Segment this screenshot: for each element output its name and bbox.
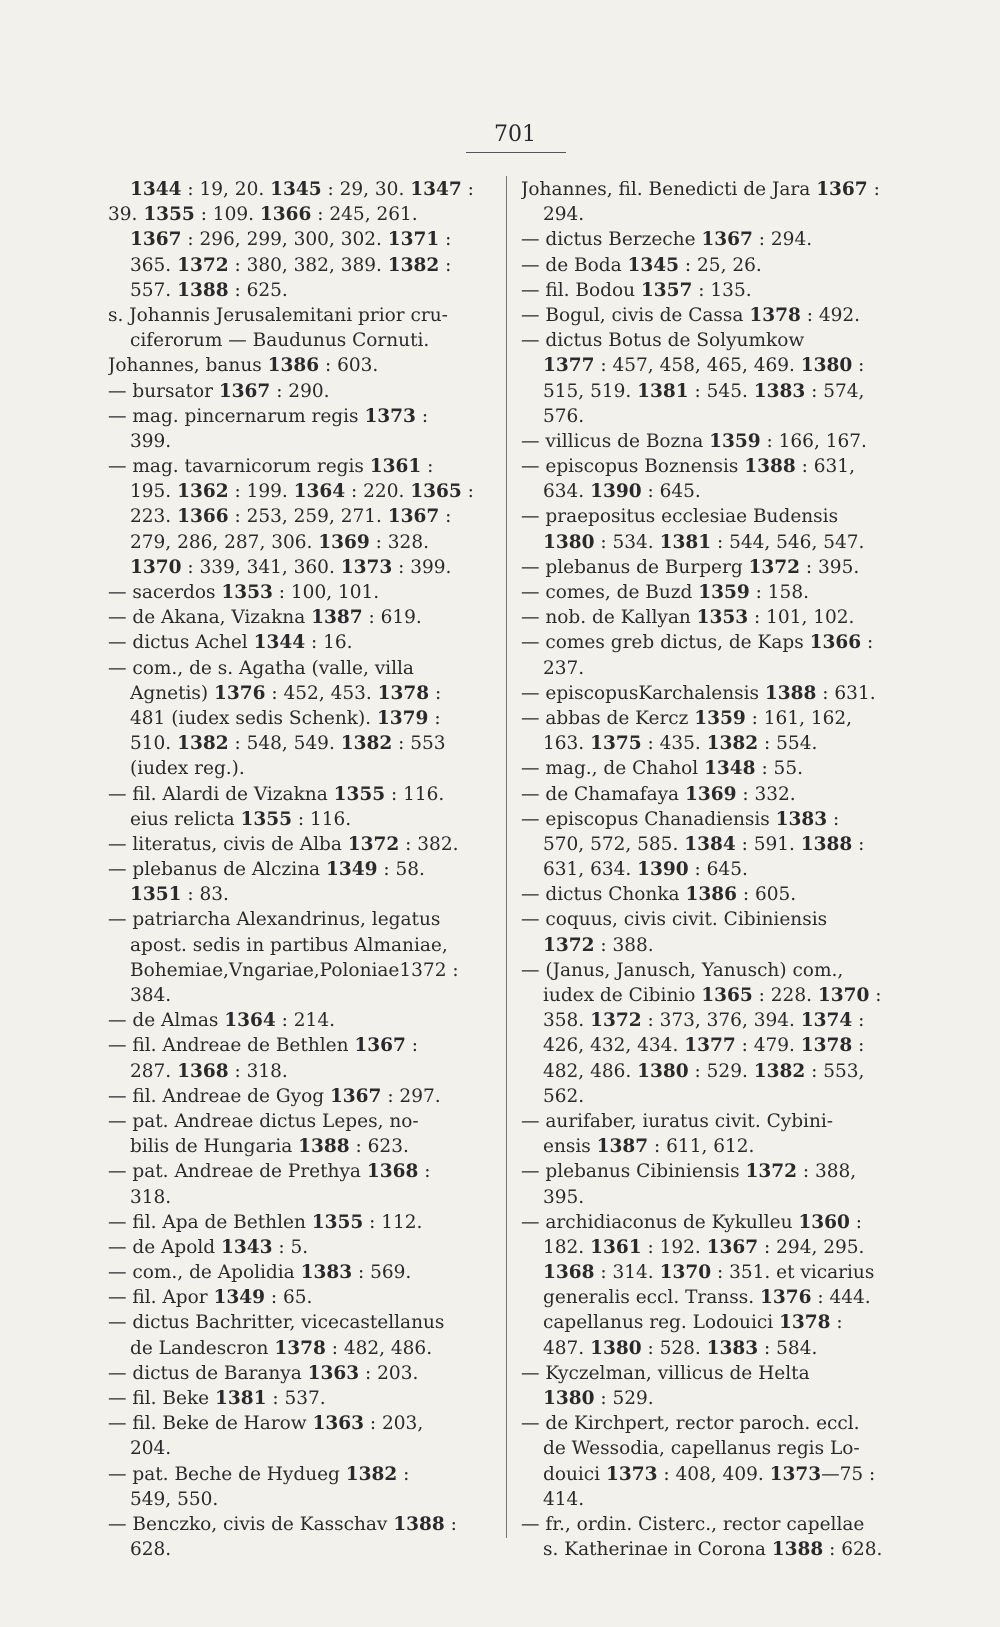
index-line: — com., de s. Agatha (valle, villa [108,657,414,679]
index-line: — bursator 1367 : 290. [108,380,330,402]
index-line: — fil. Apa de Bethlen 1355 : 112. [108,1211,423,1233]
index-line: capellanus reg. Lodouici 1378 : [543,1312,843,1334]
index-line: 481 (iudex sedis Schenk). 1379 : [130,707,441,729]
column-divider [506,176,507,1538]
index-line: — aurifaber, iuratus civit. Cybini- [521,1110,834,1132]
index-line: 182. 1361 : 192. 1367 : 294, 295. [543,1236,865,1258]
index-line: 195. 1362 : 199. 1364 : 220. 1365 : [130,481,474,503]
index-line: — fil. Bodou 1357 : 135. [521,279,752,301]
index-line: 1368 : 314. 1370 : 351. et vicarius [543,1262,875,1284]
index-line: ciferorum — Baudunus Cornuti. [130,330,430,352]
index-line: 365. 1372 : 380, 382, 389. 1382 : [130,254,452,276]
index-line: — dictus Berzeche 1367 : 294. [521,229,813,251]
index-line: — praepositus ecclesiae Budensis [521,506,839,528]
index-line: 358. 1372 : 373, 376, 394. 1374 : [543,1010,865,1032]
index-line: 576. [543,405,585,427]
index-line: — abbas de Kercz 1359 : 161, 162, [521,707,853,729]
index-line: — pat. Beche de Hydueg 1382 : [108,1463,410,1485]
index-line: 237. [543,657,585,679]
index-line: — fil. Apor 1349 : 65. [108,1287,313,1309]
index-line: — episcopus Boznensis 1388 : 631, [521,456,855,478]
index-line: 549, 550. [130,1488,219,1510]
index-line: 562. [543,1085,585,1107]
index-line: — Bogul, civis de Cassa 1378 : 492. [521,304,861,326]
index-line: 384. [130,985,172,1006]
index-line: eius relicta 1355 : 116. [130,808,352,830]
left-column [108,177,492,1562]
index-line: generalis eccl. Transs. 1376 : 444. [543,1287,871,1309]
index-line: bilis de Hungaria 1388 : 623. [130,1136,409,1158]
index-line: douici 1373 : 408, 409. 1373—75 : [543,1463,876,1485]
index-line: — villicus de Bozna 1359 : 166, 167. [521,430,867,452]
index-line: 631, 634. 1390 : 645. [543,859,748,881]
index-line: de Landescron 1378 : 482, 486. [130,1337,433,1359]
index-line: s. Katherinae in Corona 1388 : 628. [543,1539,883,1561]
right-column [521,177,899,1562]
index-line: 515, 519. 1381 : 545. 1383 : 574, [543,380,865,402]
index-line: ensis 1387 : 611, 612. [543,1136,755,1158]
page-number: 701 [494,122,536,147]
index-line: — plebanus de Burperg 1372 : 395. [521,556,860,578]
index-line: — coquus, civis civit. Cibiniensis [521,909,828,931]
index-line: — patriarcha Alexandrinus, legatus [108,909,441,931]
index-line: 1370 : 339, 341, 360. 1373 : 399. [130,556,452,578]
index-line: — fr., ordin. Cisterc., rector capellae [521,1513,865,1535]
index-line: — nob. de Kallyan 1353 : 101, 102. [521,607,855,629]
index-line: 1372 : 388. [543,934,654,956]
index-line: — dictus de Baranya 1363 : 203. [108,1362,419,1384]
index-line: — mag. tavarnicorum regis 1361 : [108,456,434,478]
index-line: 395. [543,1186,585,1208]
index-line: — fil. Beke 1381 : 537. [108,1388,326,1409]
index-line: apost. sedis in partibus Almaniae, [130,934,448,956]
index-line: — fil. Alardi de Vizakna 1355 : 116. [108,783,445,805]
index-line: — sacerdos 1353 : 100, 101. [108,582,380,603]
index-line: 294. [543,204,585,226]
index-line: (iudex reg.). [130,758,245,780]
index-line: 482, 486. 1380 : 529. 1382 : 553, [543,1060,865,1082]
index-line: — Benczko, civis de Kasschav 1388 : [108,1513,457,1535]
index-line: — dictus Achel 1344 : 16. [108,632,353,654]
index-line: 557. 1388 : 625. [130,279,288,301]
index-line: 1351 : 83. [130,884,229,906]
index-line: Johannes, banus 1386 : 603. [108,355,379,377]
index-line: — pat. Andreae de Prethya 1368 : [108,1161,431,1183]
header-rule [466,152,566,153]
index-line: — plebanus de Alczina 1349 : 58. [108,859,425,881]
index-line: — dictus Botus de Solyumkow [521,330,805,352]
index-line: 1380 : 529. [543,1388,654,1409]
index-line: — fil. Beke de Harow 1363 : 203, [108,1413,424,1435]
index-line: — de Boda 1345 : 25, 26. [521,254,762,276]
index-line: 279, 286, 287, 306. 1369 : 328. [130,531,429,553]
index-line: de Wessodia, capellanus regis Lo- [543,1438,860,1460]
index-line: 223. 1366 : 253, 259, 271. 1367 : [130,506,452,528]
index-line: — archidiaconus de Kykulleu 1360 : [521,1211,863,1233]
index-line: 487. 1380 : 528. 1383 : 584. [543,1337,818,1359]
index-line: 163. 1375 : 435. 1382 : 554. [543,733,818,755]
index-line: — episcopus Chanadiensis 1383 : [521,808,840,830]
index-line: — dictus Chonka 1386 : 605. [521,884,797,906]
index-line: s. Johannis Jerusalemitani prior cru- [108,304,448,326]
index-line: 628. [130,1539,172,1561]
index-line: — fil. Andreae de Bethlen 1367 : [108,1035,419,1057]
index-line: — de Almas 1364 : 214. [108,1010,335,1032]
index-line: 1344 : 19, 20. 1345 : 29, 30. 1347 : [130,179,474,200]
index-line: — episcopusKarchalensis 1388 : 631. [521,682,876,704]
index-line: — de Chamafaya 1369 : 332. [521,783,796,805]
index-line: 318. [130,1186,172,1208]
index-line: — pat. Andreae dictus Lepes, no- [108,1110,419,1132]
index-line: 634. 1390 : 645. [543,481,701,503]
index-line: 414. [543,1488,585,1510]
index-line: — Kyczelman, villicus de Helta [521,1362,810,1384]
index-line: iudex de Cibinio 1365 : 228. 1370 : [543,985,882,1006]
index-line: Bohemiae,Vngariae,Poloniae1372 : [130,959,459,981]
index-line: — comes greb dictus, de Kaps 1366 : [521,632,874,654]
index-line: 510. 1382 : 548, 549. 1382 : 553 [130,733,446,755]
index-line: — de Akana, Vizakna 1387 : 619. [108,607,422,629]
index-line: 399. [130,430,172,452]
index-line: — comes, de Buzd 1359 : 158. [521,582,809,603]
index-line: — literatus, civis de Alba 1372 : 382. [108,833,459,855]
index-line: 1380 : 534. 1381 : 544, 546, 547. [543,531,865,553]
index-line: — fil. Andreae de Gyog 1367 : 297. [108,1085,441,1107]
index-line: — (Janus, Janusch, Yanusch) com., [521,959,844,981]
index-line: 426, 432, 434. 1377 : 479. 1378 : [543,1035,865,1057]
index-line: Johannes, fil. Benedicti de Jara 1367 : [521,179,880,200]
index-line: — mag., de Chahol 1348 : 55. [521,758,803,780]
index-line: — plebanus Cibiniensis 1372 : 388, [521,1161,857,1183]
index-line: 1367 : 296, 299, 300, 302. 1371 : [130,229,452,251]
index-line: — de Apold 1343 : 5. [108,1236,309,1258]
index-line: 1377 : 457, 458, 465, 469. 1380 : [543,355,865,377]
index-line: — de Kirchpert, rector paroch. eccl. [521,1413,860,1435]
index-line: Agnetis) 1376 : 452, 453. 1378 : [130,682,442,704]
index-line: — com., de Apolidia 1383 : 569. [108,1262,412,1284]
index-line: 570, 572, 585. 1384 : 591. 1388 : [543,833,865,855]
index-line: — dictus Bachritter, vicecastellanus [108,1312,445,1334]
index-line: 204. [130,1438,172,1460]
index-line: 39. 1355 : 109. 1366 : 245, 261. [108,204,418,226]
index-line: — mag. pincernarum regis 1373 : [108,405,429,427]
index-line: 287. 1368 : 318. [130,1060,288,1082]
